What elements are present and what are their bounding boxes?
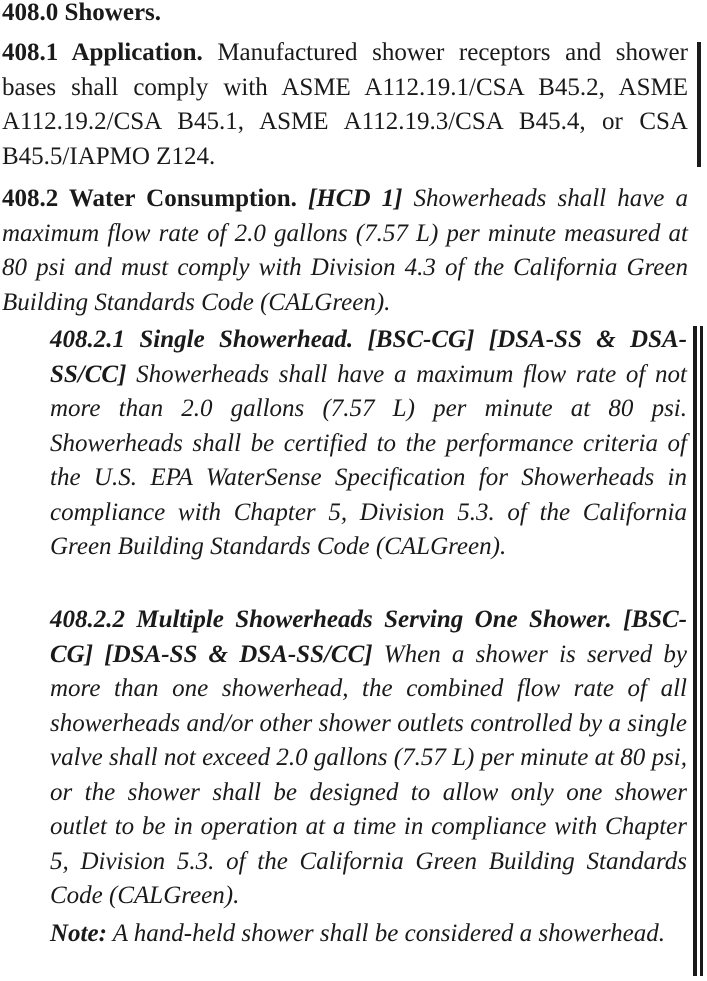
change-bar <box>697 42 701 167</box>
section-408-2-tag: [HCD 1] <box>296 185 403 212</box>
note-body: A hand-held shower shall be considered a showerhead. <box>106 920 665 947</box>
section-408-1 <box>2 36 688 174</box>
change-bar <box>700 326 703 976</box>
note-label: Note: <box>50 920 107 947</box>
section-408-2-2 <box>50 603 687 914</box>
section-408-2-title: 408.2 Water Consumption. <box>2 185 297 212</box>
section-408-1-body: Manufactured shower receptors and shower bases shall comply with ASME A112.19.1/CSA B45.2, ASME A112.19.2/CSA B45.1, ASME A112.19.3/CSA B45.4, or CSA B45.5/IAPMO Z124. <box>2 39 688 170</box>
section-408-2 <box>2 182 688 320</box>
section-408-2-1-body: Showerheads shall have a maximum flow rate of not more than 2.0 gallons (7.57 L) per minute at 80 psi. Showerheads shall be certified to the performance criteria of the U.S. EPA WaterSense Specification for Showerheads in compliance with Chapter 5, Division 5.3. of the California Green Building Standards Code (CALGreen). <box>50 360 687 560</box>
section-408-2-1 <box>50 323 687 565</box>
section-408-2-2-body: When a shower is served by more than one showerhead, the combined flow rate of all showerheads and/or other shower outlets controlled by a single valve shall not exceed 2.0 gallons (7.57 L) per minute at 80 psi, or the shower shall be designed to allow only one shower outlet to be in operation at a time in compliance with Chapter 5, Division 5.3. of the California Green Building Standards Code (CALGreen). <box>50 640 687 909</box>
note <box>50 917 687 952</box>
section-408-2-2-title: 408.2.2 Multiple Showerheads Serving One Shower. [BSC-CG] [DSA-SS & DSA-SS/CC] <box>50 606 687 668</box>
section-408-1-title: 408.1 Application. <box>2 39 203 66</box>
section-heading: 408.0 Showers. <box>2 0 162 26</box>
change-bar <box>693 326 697 976</box>
section-408-2-body: Showerheads shall have a maximum flow rate of 2.0 gallons (7.57 L) per minute measured at 80 psi and must comply with Division 4.3 of the California Green Building Standards Code (CALGreen). <box>2 185 688 316</box>
section-408-2-1-title: 408.2.1 Single Showerhead. [BSC-CG] [DSA-SS & DSA-SS/CC] <box>50 326 687 388</box>
